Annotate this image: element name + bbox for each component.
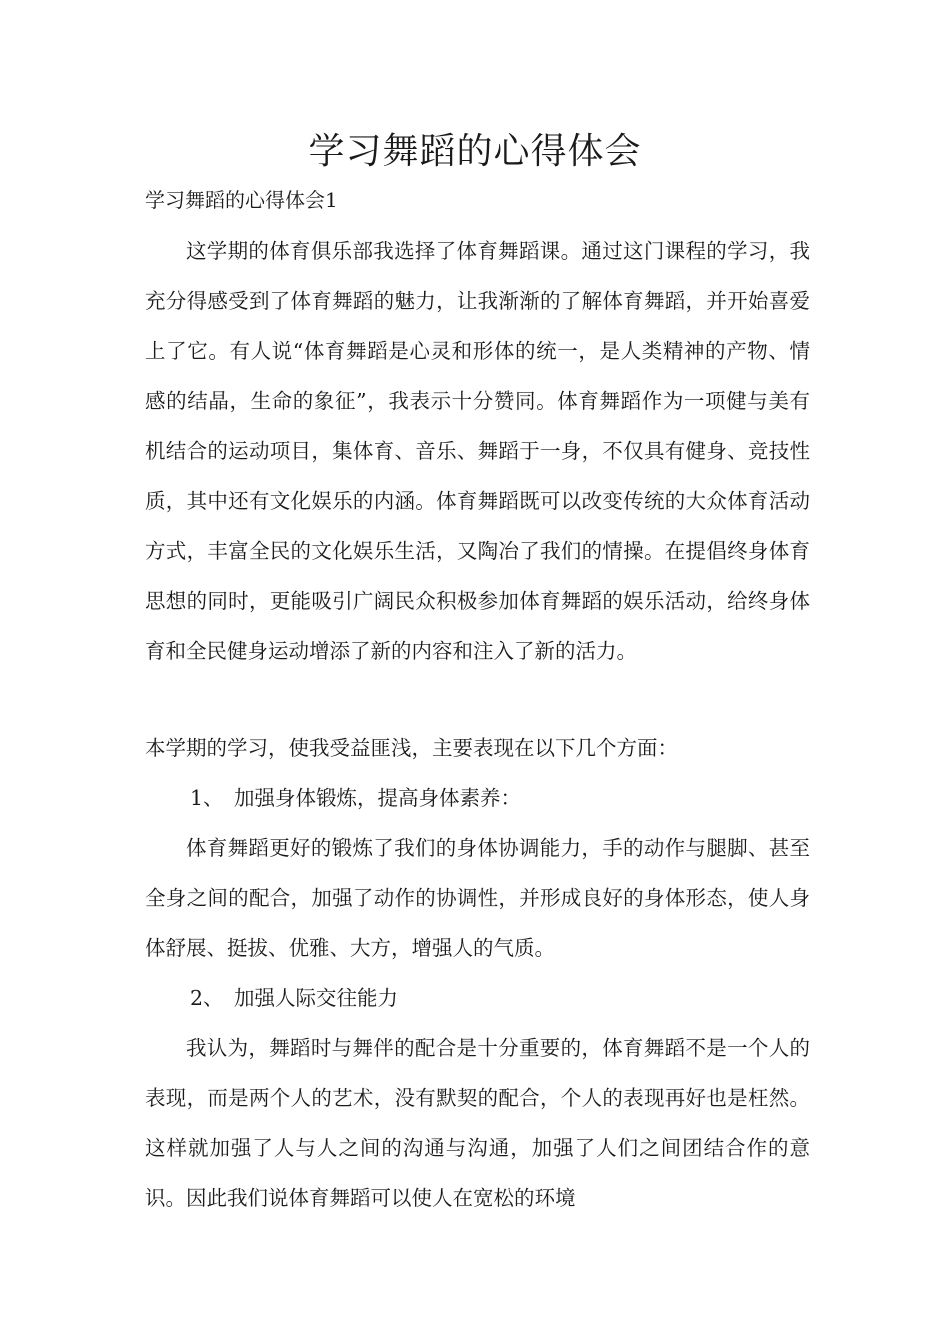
list-item-number: 1、 — [190, 786, 224, 810]
document-subtitle: 学习舞蹈的心得体会1 — [145, 188, 338, 212]
list-item-2 — [190, 973, 398, 1023]
document-title: 学习舞蹈的心得体会 — [308, 131, 642, 172]
paragraph-intro: 这学期的体育俱乐部我选择了体育舞蹈课。通过这门课程的学习，我充分得感受到了体育舞蹈的魅力，让我渐渐的了解体育舞蹈，并开始喜爱上了它。有人说“体育舞蹈是心灵和形体的统一，是人类精神的产物、情感的结晶，生命的象征”，我表示十分赞同。体育舞蹈作为一项健与美有机结合的运动项目，集体育、音乐、舞蹈于一身，不仅具有健身、竞技性质，其中还有文化娱乐的内涵。体育舞蹈既可以改变传统的大众体育活动方式，丰富全民的文化娱乐生活，又陶冶了我们的情操。在提倡终身体育思想的同时，更能吸引广阔民众积极参加体育舞蹈的娱乐活动，给终身体育和全民健身运动增添了新的内容和注入了新的活力。 — [145, 239, 810, 663]
paragraph-body-fitness: 体育舞蹈更好的锻炼了我们的身体协调能力，手的动作与腿脚、甚至全身之间的配合，加强了动作的协调性，并形成良好的身体形态，使人身体舒展、挺拔、优雅、大方，增强人的气质。 — [145, 836, 810, 960]
list-item-number: 2、 — [190, 986, 224, 1010]
paragraph-body-social: 我认为，舞蹈时与舞伴的配合是十分重要的，体育舞蹈不是一个人的表现，而是两个人的艺术，没有默契的配合，个人的表现再好也是枉然。这样就加强了人与人之间的沟通与沟通，加强了人们之间团结合作的意识。因此我们说体育舞蹈可以使人在宽松的环境 — [145, 1036, 810, 1210]
list-item-text: 加强身体锻炼，提高身体素养： — [234, 786, 521, 810]
list-item-1 — [190, 773, 521, 823]
paragraph-summary: 本学期的学习，使我受益匪浅，主要表现在以下几个方面： — [145, 736, 678, 760]
list-item-text: 加强人际交往能力 — [234, 986, 398, 1010]
